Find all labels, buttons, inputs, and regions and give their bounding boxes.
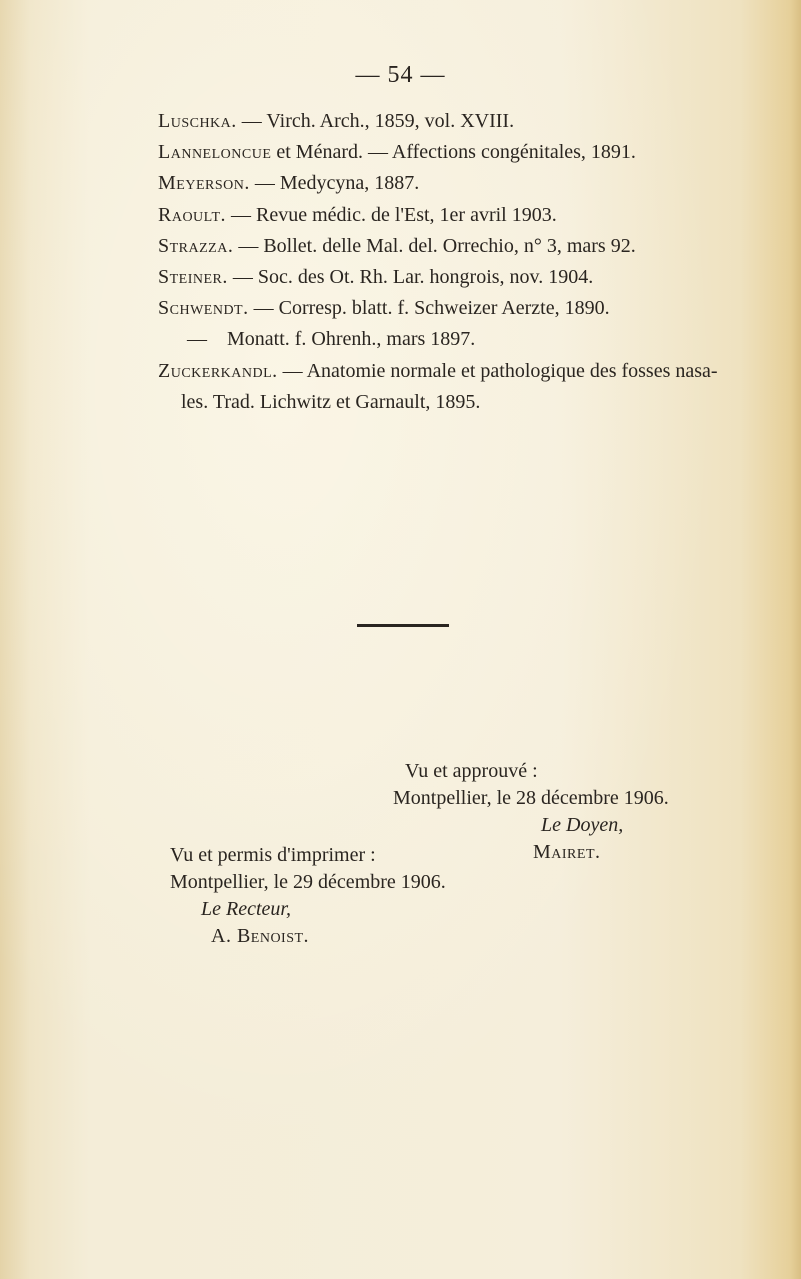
page-number: — 54 — [355, 62, 446, 88]
approval-statement: Vu et approuvé : [405, 760, 538, 782]
approval-signatory: A. Benoist. [211, 925, 310, 947]
reference-entry [158, 324, 778, 355]
reference-author: Raoult. [158, 203, 226, 226]
reference-list [158, 106, 778, 418]
reference-author: Schwendt. [158, 297, 249, 320]
approval-date: Montpellier, le 29 décembre 1906. [170, 871, 446, 893]
reference-entry [158, 231, 778, 262]
reference-ditto-dash: — [187, 328, 207, 351]
reference-author: Meyerson. [158, 172, 250, 195]
reference-text: et Ménard. — Affections congénitales, 1891. [271, 141, 636, 164]
reference-text: — Medycyna, 1887. [249, 172, 420, 195]
reference-author: Steiner. [158, 265, 228, 288]
approval-date: Montpellier, le 28 décembre 1906. [393, 787, 669, 809]
approval-title: Le Recteur, [201, 898, 291, 920]
reference-entry [158, 356, 778, 387]
section-divider [357, 624, 449, 627]
reference-text: — Revue médic. de l'Est, 1er avril 1903. [226, 203, 557, 226]
reference-entry [158, 168, 778, 199]
reference-entry [158, 293, 778, 324]
reference-author: Lanneloncue [158, 141, 272, 164]
approval-title: Le Doyen, [541, 814, 624, 836]
reference-text: — Corresp. blatt. f. Schweizer Aerzte, 1890. [248, 297, 610, 320]
approval-recteur [170, 842, 530, 950]
reference-entry [158, 106, 778, 137]
approval-signatory: Mairet. [533, 841, 601, 863]
reference-text: — Bollet. delle Mal. del. Orrechio, n° 3, mars 92. [233, 234, 636, 257]
reference-entry-continuation [158, 387, 778, 418]
reference-author: Strazza. [158, 234, 234, 257]
reference-entry [158, 137, 778, 168]
reference-text: — Anatomie normale et pathologique des fosses nasa- [277, 359, 718, 382]
reference-text: — Virch. Arch., 1859, vol. XVIII. [236, 110, 515, 132]
reference-text: — Soc. des Ot. Rh. Lar. hongrois, nov. 1904. [227, 265, 594, 288]
reference-text: Monatt. f. Ohrenh., mars 1897. [227, 328, 476, 351]
approval-statement: Vu et permis d'imprimer : [170, 844, 376, 866]
reference-author: Zuckerkandl. [158, 359, 278, 382]
reference-text: les. Trad. Lichwitz et Garnault, 1895. [181, 390, 481, 413]
reference-entry [158, 262, 778, 293]
reference-entry [158, 200, 778, 231]
reference-author: Luschka. [158, 110, 237, 132]
